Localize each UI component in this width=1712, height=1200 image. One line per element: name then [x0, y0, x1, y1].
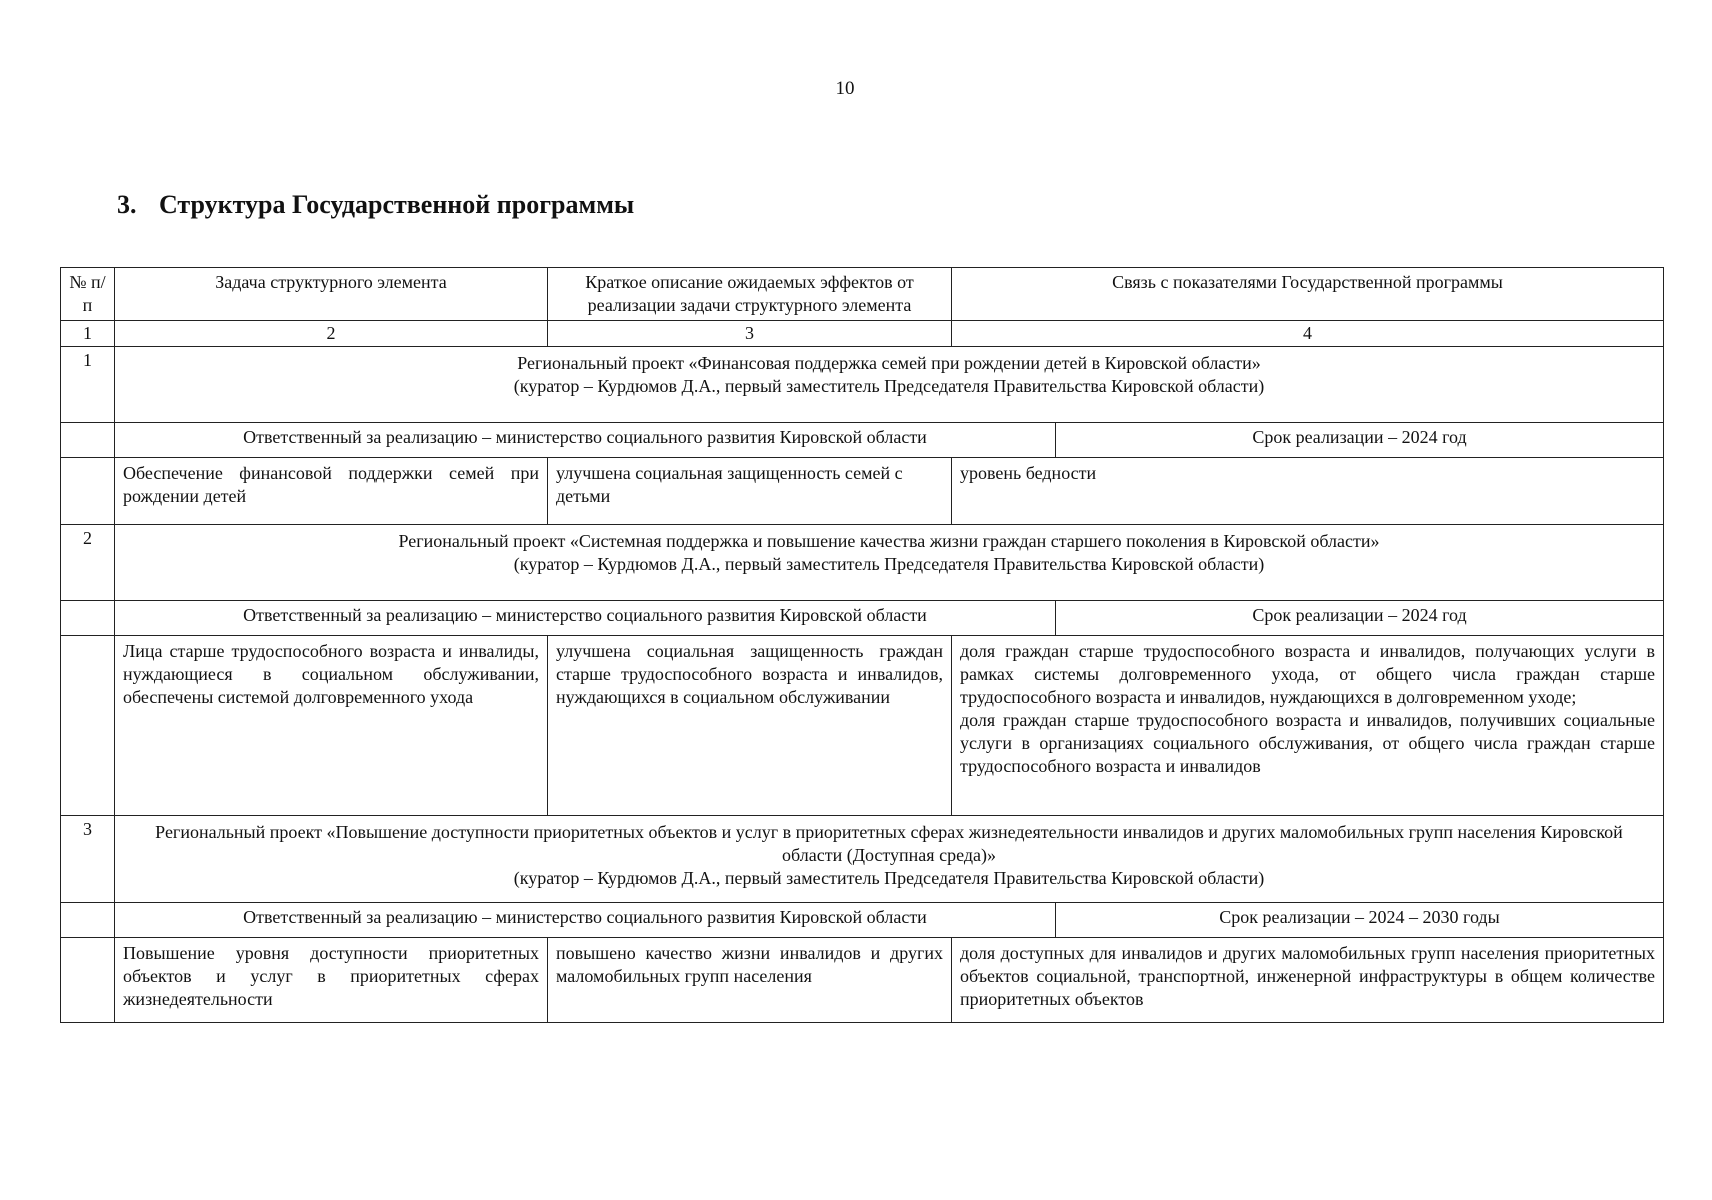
- task-row: [61, 938, 1664, 1023]
- responsible-text: Ответственный за реализацию – министерство социального развития Кировской области: [115, 423, 1056, 458]
- indicator-text: доля граждан старше трудоспособного возраста и инвалидов, получающих услуги в рамках системы долговременного ухода, от общего числа граждан старше трудоспособного возраста и инвалидов, нуждающихся в долговременном уходе;: [960, 641, 1655, 707]
- indicator-text: доля доступных для инвалидов и других маломобильных групп населения приоритетных объектов социальной, транспортной, инженерной инфраструктуры в общем количестве приоритетных объектов: [960, 943, 1655, 1009]
- header-task: Задача структурного элемента: [115, 268, 548, 321]
- effect-text: улучшена социальная защищенность граждан старше трудоспособного возраста и инвалидов, нуждающихся в социальном обслуживании: [548, 636, 952, 816]
- header-link: Связь с показателями Государственной программы: [952, 268, 1664, 321]
- responsible-text: Ответственный за реализацию – министерство социального развития Кировской области: [115, 903, 1056, 938]
- indicators-cell: [952, 938, 1664, 1023]
- task-row: [61, 458, 1664, 525]
- responsible-text: Ответственный за реализацию – министерство социального развития Кировской области: [115, 601, 1056, 636]
- column-index: 4: [952, 321, 1664, 347]
- indicators-cell: [952, 636, 1664, 816]
- project-title: Региональный проект «Финансовая поддержка семей при рождении детей в Кировской области»: [517, 353, 1261, 373]
- task-text: Обеспечение финансовой поддержки семей при рождении детей: [115, 458, 548, 525]
- task-text: Повышение уровня доступности приоритетных объектов и услуг в приоритетных сферах жизнедеятельности: [115, 938, 548, 1023]
- column-index: 2: [115, 321, 548, 347]
- task-text: Лица старше трудоспособного возраста и инвалиды, нуждающиеся в социальном обслуживании, обеспечены системой долговременного ухода: [115, 636, 548, 816]
- indicator-text: доля граждан старше трудоспособного возраста и инвалидов, получивших социальные услуги в организациях социального обслуживания, от общего числа граждан старше трудоспособного возраста и инвалидов: [960, 710, 1655, 776]
- header-num: № п/п: [61, 268, 115, 321]
- term-text: Срок реализации – 2024 – 2030 годы: [1056, 903, 1664, 938]
- empty-cell: [61, 601, 115, 636]
- indicator-text: уровень бедности: [960, 463, 1097, 483]
- project-number: 2: [61, 525, 115, 601]
- project-number: 3: [61, 816, 115, 903]
- section-number: 3.: [117, 190, 137, 219]
- project-curator: (куратор – Курдюмов Д.А., первый заместитель Председателя Правительства Кировской области): [513, 376, 1265, 396]
- project-curator: (куратор – Курдюмов Д.А., первый заместитель Председателя Правительства Кировской области): [513, 868, 1265, 888]
- section-title: Структура Государственной программы: [159, 190, 635, 219]
- responsible-row: [61, 601, 1664, 636]
- project-curator: (куратор – Курдюмов Д.А., первый заместитель Председателя Правительства Кировской области): [513, 554, 1265, 574]
- empty-cell: [61, 938, 115, 1023]
- project-row: [61, 525, 1664, 601]
- column-index-row: [61, 321, 1664, 347]
- project-title: Региональный проект «Системная поддержка и повышение качества жизни граждан старшего поколения в Кировской области»: [398, 531, 1380, 551]
- project-row: [61, 816, 1664, 903]
- task-row: [61, 636, 1664, 816]
- column-index: 1: [61, 321, 115, 347]
- responsible-row: [61, 903, 1664, 938]
- project-title: Региональный проект «Повышение доступности приоритетных объектов и услуг в приоритетных сферах жизнедеятельности инвалидов и других маломобильных групп населения Кировской области (Доступная среда)»: [155, 822, 1623, 865]
- term-text: Срок реализации – 2024 год: [1056, 423, 1664, 458]
- project-title-cell: [115, 347, 1664, 423]
- project-row: [61, 347, 1664, 423]
- project-title-cell: [115, 525, 1664, 601]
- project-number: 1: [61, 347, 115, 423]
- column-index: 3: [548, 321, 952, 347]
- effect-text: улучшена социальная защищенность семей с детьми: [548, 458, 952, 525]
- structure-table: [60, 267, 1664, 1023]
- empty-cell: [61, 903, 115, 938]
- header-effects: Краткое описание ожидаемых эффектов от реализации задачи структурного элемента: [548, 268, 952, 321]
- indicators-cell: [952, 458, 1664, 525]
- responsible-row: [61, 423, 1664, 458]
- section-heading: [117, 190, 634, 220]
- page-number: 10: [835, 78, 855, 99]
- empty-cell: [61, 636, 115, 816]
- empty-cell: [61, 423, 115, 458]
- header-row: [61, 268, 1664, 321]
- effect-text: повышено качество жизни инвалидов и других маломобильных групп населения: [548, 938, 952, 1023]
- empty-cell: [61, 458, 115, 525]
- project-title-cell: [115, 816, 1664, 903]
- term-text: Срок реализации – 2024 год: [1056, 601, 1664, 636]
